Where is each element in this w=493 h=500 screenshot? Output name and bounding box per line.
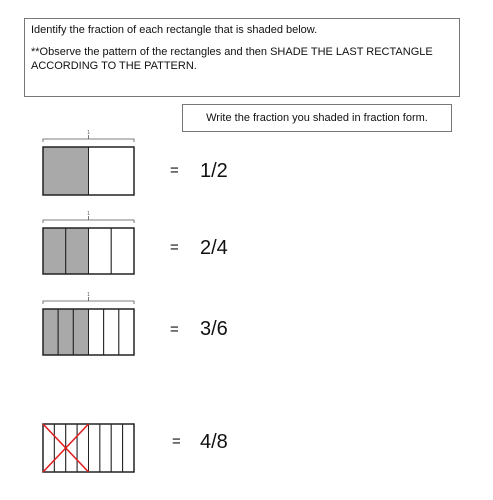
- rect-4-part-4: [77, 424, 88, 472]
- rect-2-part-3: [89, 228, 112, 274]
- fraction-2: 2/4: [200, 237, 228, 259]
- rect-3-bracket: [43, 297, 134, 304]
- write-fraction-prompt: Write the fraction you shaded in fraction form.: [182, 104, 452, 132]
- instructions-line-2: **Observe the pattern of the rectangles and then SHADE THE LAST RECTANGLE ACCORDING TO THE PATTERN.: [31, 46, 433, 72]
- rect-2-part-4: [111, 228, 134, 274]
- rect-3-part-6: [119, 309, 134, 355]
- rect-1-part-2: [89, 147, 135, 195]
- rect-1-part-1: [43, 147, 89, 195]
- fraction-3: 3/6: [200, 318, 228, 340]
- rect-4-part-8: [123, 424, 134, 472]
- rect-1-bracket: [43, 135, 134, 142]
- rect-3-part-5: [104, 309, 119, 355]
- rect-2-part-2: [66, 228, 89, 274]
- rect-2-part-1: [43, 228, 66, 274]
- rect-3-part-4: [89, 309, 104, 355]
- equals-sign-2: =: [170, 239, 179, 256]
- equals-sign-1: =: [170, 162, 179, 179]
- rect-4-part-3: [66, 424, 77, 472]
- rect-3-part-2: [58, 309, 73, 355]
- rect-1-bracket-mark: 1: [87, 130, 90, 136]
- instructions-line-1: Identify the fraction of each rectangle that is shaded below.: [31, 24, 318, 36]
- fraction-1: 1/2: [200, 160, 228, 182]
- rect-3-bracket-mark: 1: [87, 292, 90, 298]
- equals-sign-4: =: [172, 433, 181, 450]
- rect-4-part-7: [111, 424, 122, 472]
- rect-4-part-5: [89, 424, 100, 472]
- rect-4-part-2: [54, 424, 65, 472]
- rect-2-bracket: [43, 216, 134, 223]
- fraction-4: 4/8: [200, 431, 228, 453]
- rect-3-part-1: [43, 309, 58, 355]
- rect-2-bracket-mark: 1: [87, 211, 90, 217]
- rect-4-part-1: [43, 424, 54, 472]
- rect-4-part-6: [100, 424, 111, 472]
- equals-sign-3: =: [170, 321, 179, 338]
- rect-3-part-3: [73, 309, 88, 355]
